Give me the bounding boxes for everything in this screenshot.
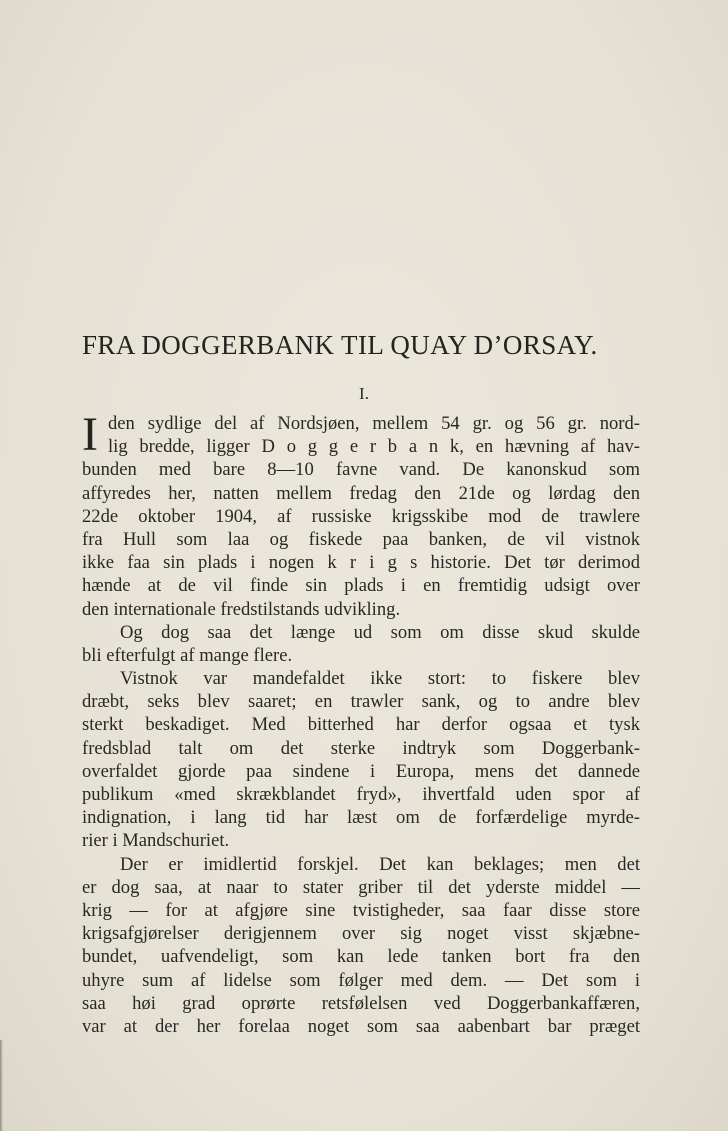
body-text <box>82 408 640 1038</box>
text-line: saa høi grad oprørte retsfølelsen ved Doggerbankaffæren, <box>82 992 640 1014</box>
chapter-title: FRA DOGGERBANK TIL QUAY D’ORSAY. <box>82 330 598 360</box>
text-line: uhyre sum af lidelse som følger med dem. — Det som i <box>82 969 640 991</box>
text-line: hænde at de vil finde sin plads i en fremtidig udsigt over <box>82 575 640 597</box>
text-line: overfaldet gjorde paa sindene i Europa, mens det dannede <box>82 760 640 782</box>
text-line: bundet, uafvendeligt, som kan lede tanken bort fra den <box>82 946 640 968</box>
text-line: den internationale fredstilstands udvikling. <box>82 598 401 620</box>
text-line: Vistnok var mandefaldet ikke stort: to fiskere blev <box>120 668 640 690</box>
text-line: ikke faa sin plads i nogen k r i g s historie. Det tør derimod <box>82 552 640 574</box>
text-line: sterkt beskadiget. Med bitterhed har derfor ogsaa et tysk <box>82 714 640 736</box>
text-line: affyredes her, natten mellem fredag den 21de og lørdag den <box>82 482 640 504</box>
text-line: fra Hull som laa og fiskede paa banken, de vil vistnok <box>82 528 640 550</box>
text-line: 22de oktober 1904, af russiske krigsskibe mod de trawlere <box>82 505 640 527</box>
text-line: indignation, i lang tid har læst om de forfærdelige myrde- <box>82 807 640 829</box>
text-line: dræbt, seks blev saaret; en trawler sank, og to andre blev <box>82 691 640 713</box>
text-line: lig bredde, ligger D o g g e r b a n k, en hævning af hav- <box>108 436 640 458</box>
text-line: publikum «med skrækblandet fryd», ihvertfald uden spor af <box>82 784 640 805</box>
text-line: fredsblad talt om det sterke indtryk som Doggerbank- <box>82 737 640 759</box>
page-edge-shadow <box>0 1040 3 1131</box>
text-line: bunden med bare 8—10 favne vand. De kanonskud som <box>82 459 640 481</box>
text-line: Der er imidlertid forskjel. Det kan beklages; men det <box>120 853 640 875</box>
text-line: krig — for at afgjøre sine tvistigheder, saa faar disse store <box>82 899 640 921</box>
text-line: rier i Mandschuriet. <box>82 830 230 852</box>
text-line: Og dog saa det længe ud som om disse skud skulde <box>120 621 640 643</box>
text-line: er dog saa, at naar to stater griber til det yderste middel — <box>82 876 640 898</box>
text-line: krigsafgjørelser derigjennem over sig noget visst skjæbne- <box>82 923 640 945</box>
text-line: bli efterfulgt af mange flere. <box>82 644 293 666</box>
section-number: I. <box>359 384 369 403</box>
text-line: var at der her forelaa noget som saa aabenbart bar præget <box>82 1015 640 1037</box>
drop-cap: I <box>82 408 98 461</box>
text-line: den sydlige del af Nordsjøen, mellem 54 gr. og 56 gr. nord- <box>108 413 640 434</box>
